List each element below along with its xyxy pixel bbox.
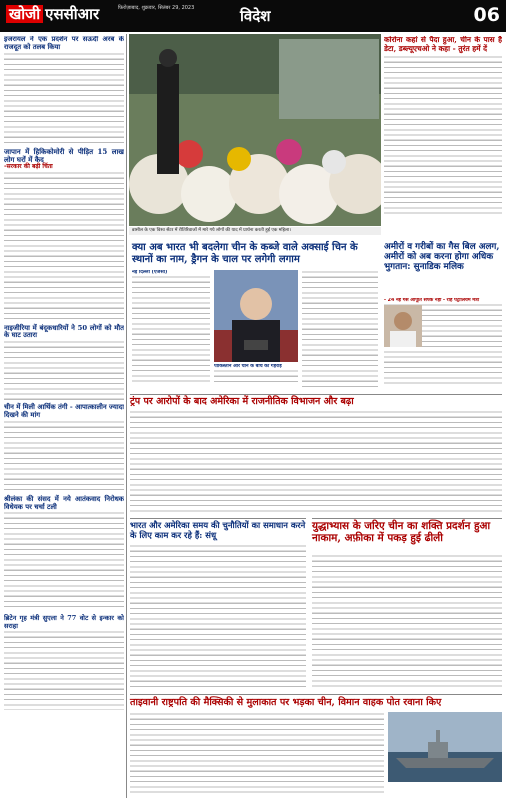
main-story-inline-head: पाकिस्तान और चीन के बीच की गहराई [214,364,282,369]
lower-right-title: युद्धाभ्यास के जरिए चीन का शक्ति प्रदर्शन हुआ नाकाम, अफ़ीका में पकड़ हुई ढीली [312,518,502,545]
story2-body [4,171,124,321]
main-story-col3 [302,270,378,388]
page-number: 06 [473,4,500,26]
xi-jinping-photo-art [214,270,298,362]
section-name: विदेश [240,7,271,25]
right-top-title: कोरोना कहां से पैदा हुआ, चीन के पास है डेटा, डब्ल्यूएचओ ने कहा - तुरंत हमें दें [384,36,502,53]
memorial-photo-art [129,34,381,226]
story5-body [4,511,124,611]
bottom-band-body-lines [130,712,384,796]
warship-photo-art [388,712,502,782]
bottom-band-title: ताइवानी राष्ट्रपति की मैक्सिकी से मुलाकात पर भड़का चीन, विमान वाहक पोत रवाना किए [130,694,502,708]
story1-title: इजरायल ने एक प्रदर्शन पर सऊदी अरब के राजदूत को तलब किया [4,36,124,51]
warship-photo [388,712,502,782]
logo-part2: एससीआर [45,5,100,23]
story6-body [4,630,124,710]
column-rule [126,34,127,798]
right-story-sub: - 24 नई गैस आपूर्ति संपर्क नहीं - राह पेट्रोलियम मंत्री [384,298,480,303]
story6-title: ब्रिटेन गृह मंत्री सुएला ने 77 वोट से इन्कार को सराहा [4,614,124,630]
logo-part1: खोजी [6,5,43,23]
wide-band-title: ट्रंप पर आरोपों के बाद अमेरिका में राजनीतिक विभाजन और बढ़ा [130,394,502,408]
memorial-photo [129,34,381,226]
wide-band-body [130,410,502,512]
paper-logo [6,4,99,24]
lower-right-body-lines [312,554,502,690]
lower-left-title: भारत और अमेरिका समय की चुनौतियों का समाधान करने के लिए काम कर रहे हैं: संधू [130,520,306,540]
story1-body [4,52,124,144]
story4-title: चीन में मिली आर्थिक तंगी - आपात्कालीन ज्यादा दिखने की मांग [4,403,124,420]
story3-title: नाइजीरिया में बंदूकधारियों ने 50 लोगों को मौत के घाट उतारा [4,323,124,340]
main-story-col2-body [214,369,298,385]
minister-photo-art [384,305,422,347]
main-story-title: क्या अब भारत भी बदलेगा चीन के कब्जे वाले अक्साई चिन के स्थानों का नाम, ड्रैगन के चाल पर लगेगी लगाम [132,242,358,265]
main-story-col1-body [132,275,210,385]
left-column [4,36,124,796]
story2-kicker: -सरकार की बढ़ी चिंता [4,162,53,170]
right-story-title: अमीरों व गरीबों का गैस बिल अलग, अमीरों को अब करना होगा अधिक भुगतान: सुनाडिक मलिक [384,242,500,273]
photo-caption: ब्रासील के एक विश्व सेंटर में रीतिरिवाजों में मारे गये लोगों की याद में प्रार्थना करती हुई एक महिला। [129,227,381,235]
lower-left-body [130,544,306,690]
right-top-body [384,55,502,215]
story3-body [4,340,124,400]
right-top-column [384,36,502,236]
story2-title: जापान में हिकिकोमोरी से पीड़ित 15 लाख लोग घरों में कैद [4,146,124,164]
story4-body [4,420,124,492]
masthead [0,0,506,32]
main-story-col2 [214,364,298,388]
minister-photo [384,305,422,347]
wide-band-body-lines [130,410,502,512]
main-story-dateline: नई दिल्ली (एजेंसी) [132,270,168,275]
xi-jinping-photo [214,270,298,362]
story5-title: श्रीलंका की संसद में नये आतंकवाद निरोधक विधेयक पर चर्चा टली [4,494,124,511]
right-story-column [384,298,502,392]
main-story-col3-body [302,270,378,388]
main-story-col1 [132,270,210,388]
lower-left-body-lines [130,544,306,690]
lower-right-body [312,554,502,690]
date-line: फ़िरोज़ाबाद, शुक्रवार, सितंबर 29, 2023 [118,5,195,11]
bottom-band-body [130,712,384,796]
